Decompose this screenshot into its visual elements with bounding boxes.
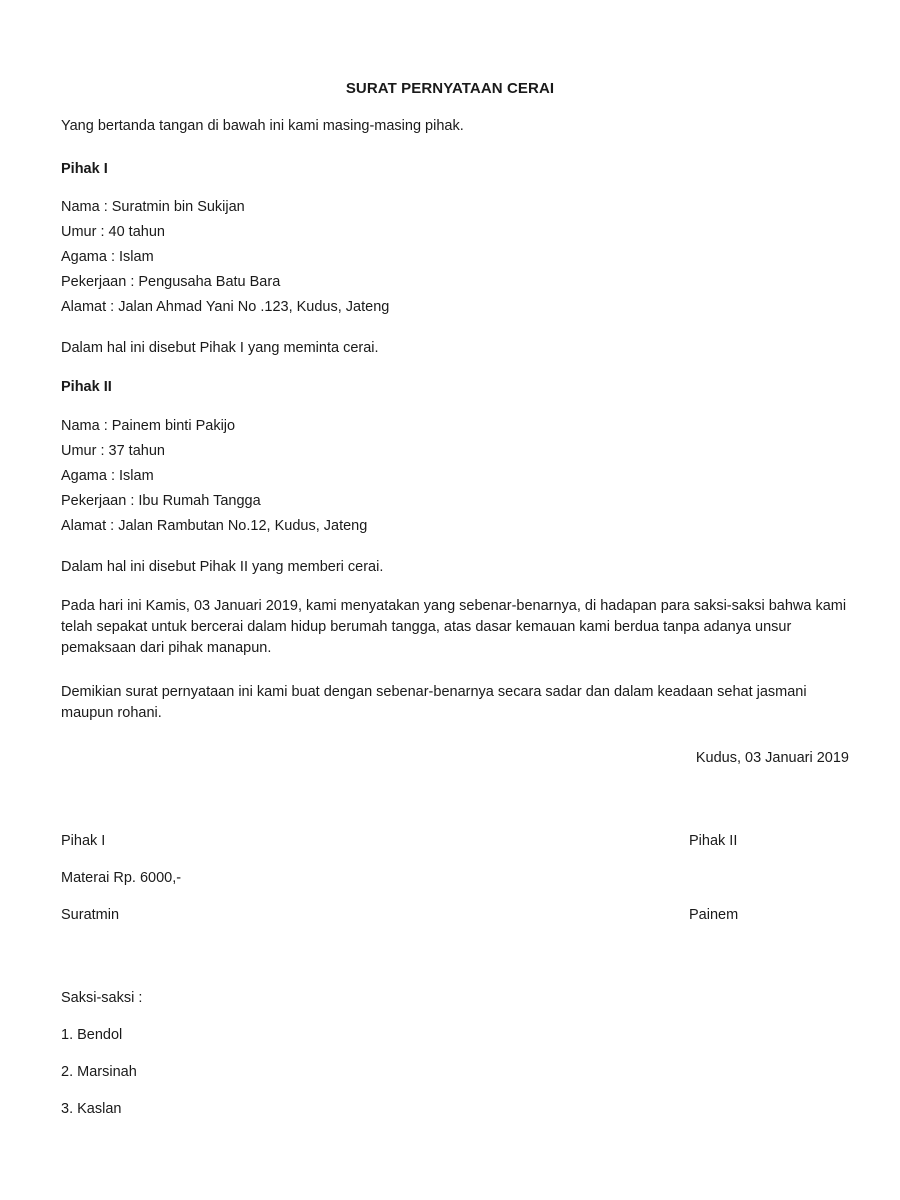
witness-item: 2. Marsinah [61, 1064, 137, 1080]
witnesses-heading: Saksi-saksi : [61, 990, 143, 1006]
witness-item: 1. Bendol [61, 1027, 123, 1043]
statement-paragraph: Pada hari ini Kamis, 03 Januari 2019, kami menyatakan yang sebenar-benarnya, di hadapan para saksi-saksi bahwa kami telah sepakat untuk bercerai dalam hidup berumah tangga, atas dasar kemauan kami berdua tanpa adanya unsur pemaksaan dari pihak manapun. [61, 598, 847, 656]
signature-left-label: Pihak I [61, 833, 106, 849]
signature-left-name: Suratmin [61, 907, 120, 923]
pihak1-agama: Agama : Islam [61, 249, 154, 265]
materai-note: Materai Rp. 6000,- [61, 870, 182, 886]
document-title: SURAT PERNYATAAN CERAI [345, 80, 555, 97]
signature-right-label: Pihak II [689, 833, 738, 849]
place-date: Kudus, 03 Januari 2019 [695, 750, 849, 766]
pihak1-umur: Umur : 40 tahun [61, 224, 165, 240]
signature-right-name: Painem [689, 907, 739, 923]
pihak1-pekerjaan: Pekerjaan : Pengusaha Batu Bara [61, 274, 281, 290]
witness-item: 3. Kaslan [61, 1101, 122, 1117]
pihak2-heading: Pihak II [61, 379, 112, 395]
pihak2-agama: Agama : Islam [61, 468, 154, 484]
pihak2-pekerjaan: Pekerjaan : Ibu Rumah Tangga [61, 493, 261, 509]
pihak1-heading: Pihak I [61, 161, 108, 177]
pihak1-note: Dalam hal ini disebut Pihak I yang meminta cerai. [61, 340, 379, 356]
pihak2-note: Dalam hal ini disebut Pihak II yang memberi cerai. [61, 559, 384, 575]
pihak1-nama: Nama : Suratmin bin Sukijan [61, 199, 245, 215]
closing-paragraph: Demikian surat pernyataan ini kami buat dengan sebenar-benarnya secara sadar dan dalam keadaan sehat jasmani maupun rohani. [61, 684, 807, 721]
pihak2-alamat: Alamat : Jalan Rambutan No.12, Kudus, Jateng [61, 518, 368, 534]
pihak1-alamat: Alamat : Jalan Ahmad Yani No .123, Kudus, Jateng [61, 299, 390, 315]
pihak2-umur: Umur : 37 tahun [61, 443, 165, 459]
pihak2-nama: Nama : Painem binti Pakijo [61, 418, 236, 434]
intro-text: Yang bertanda tangan di bawah ini kami masing-masing pihak. [61, 118, 464, 134]
